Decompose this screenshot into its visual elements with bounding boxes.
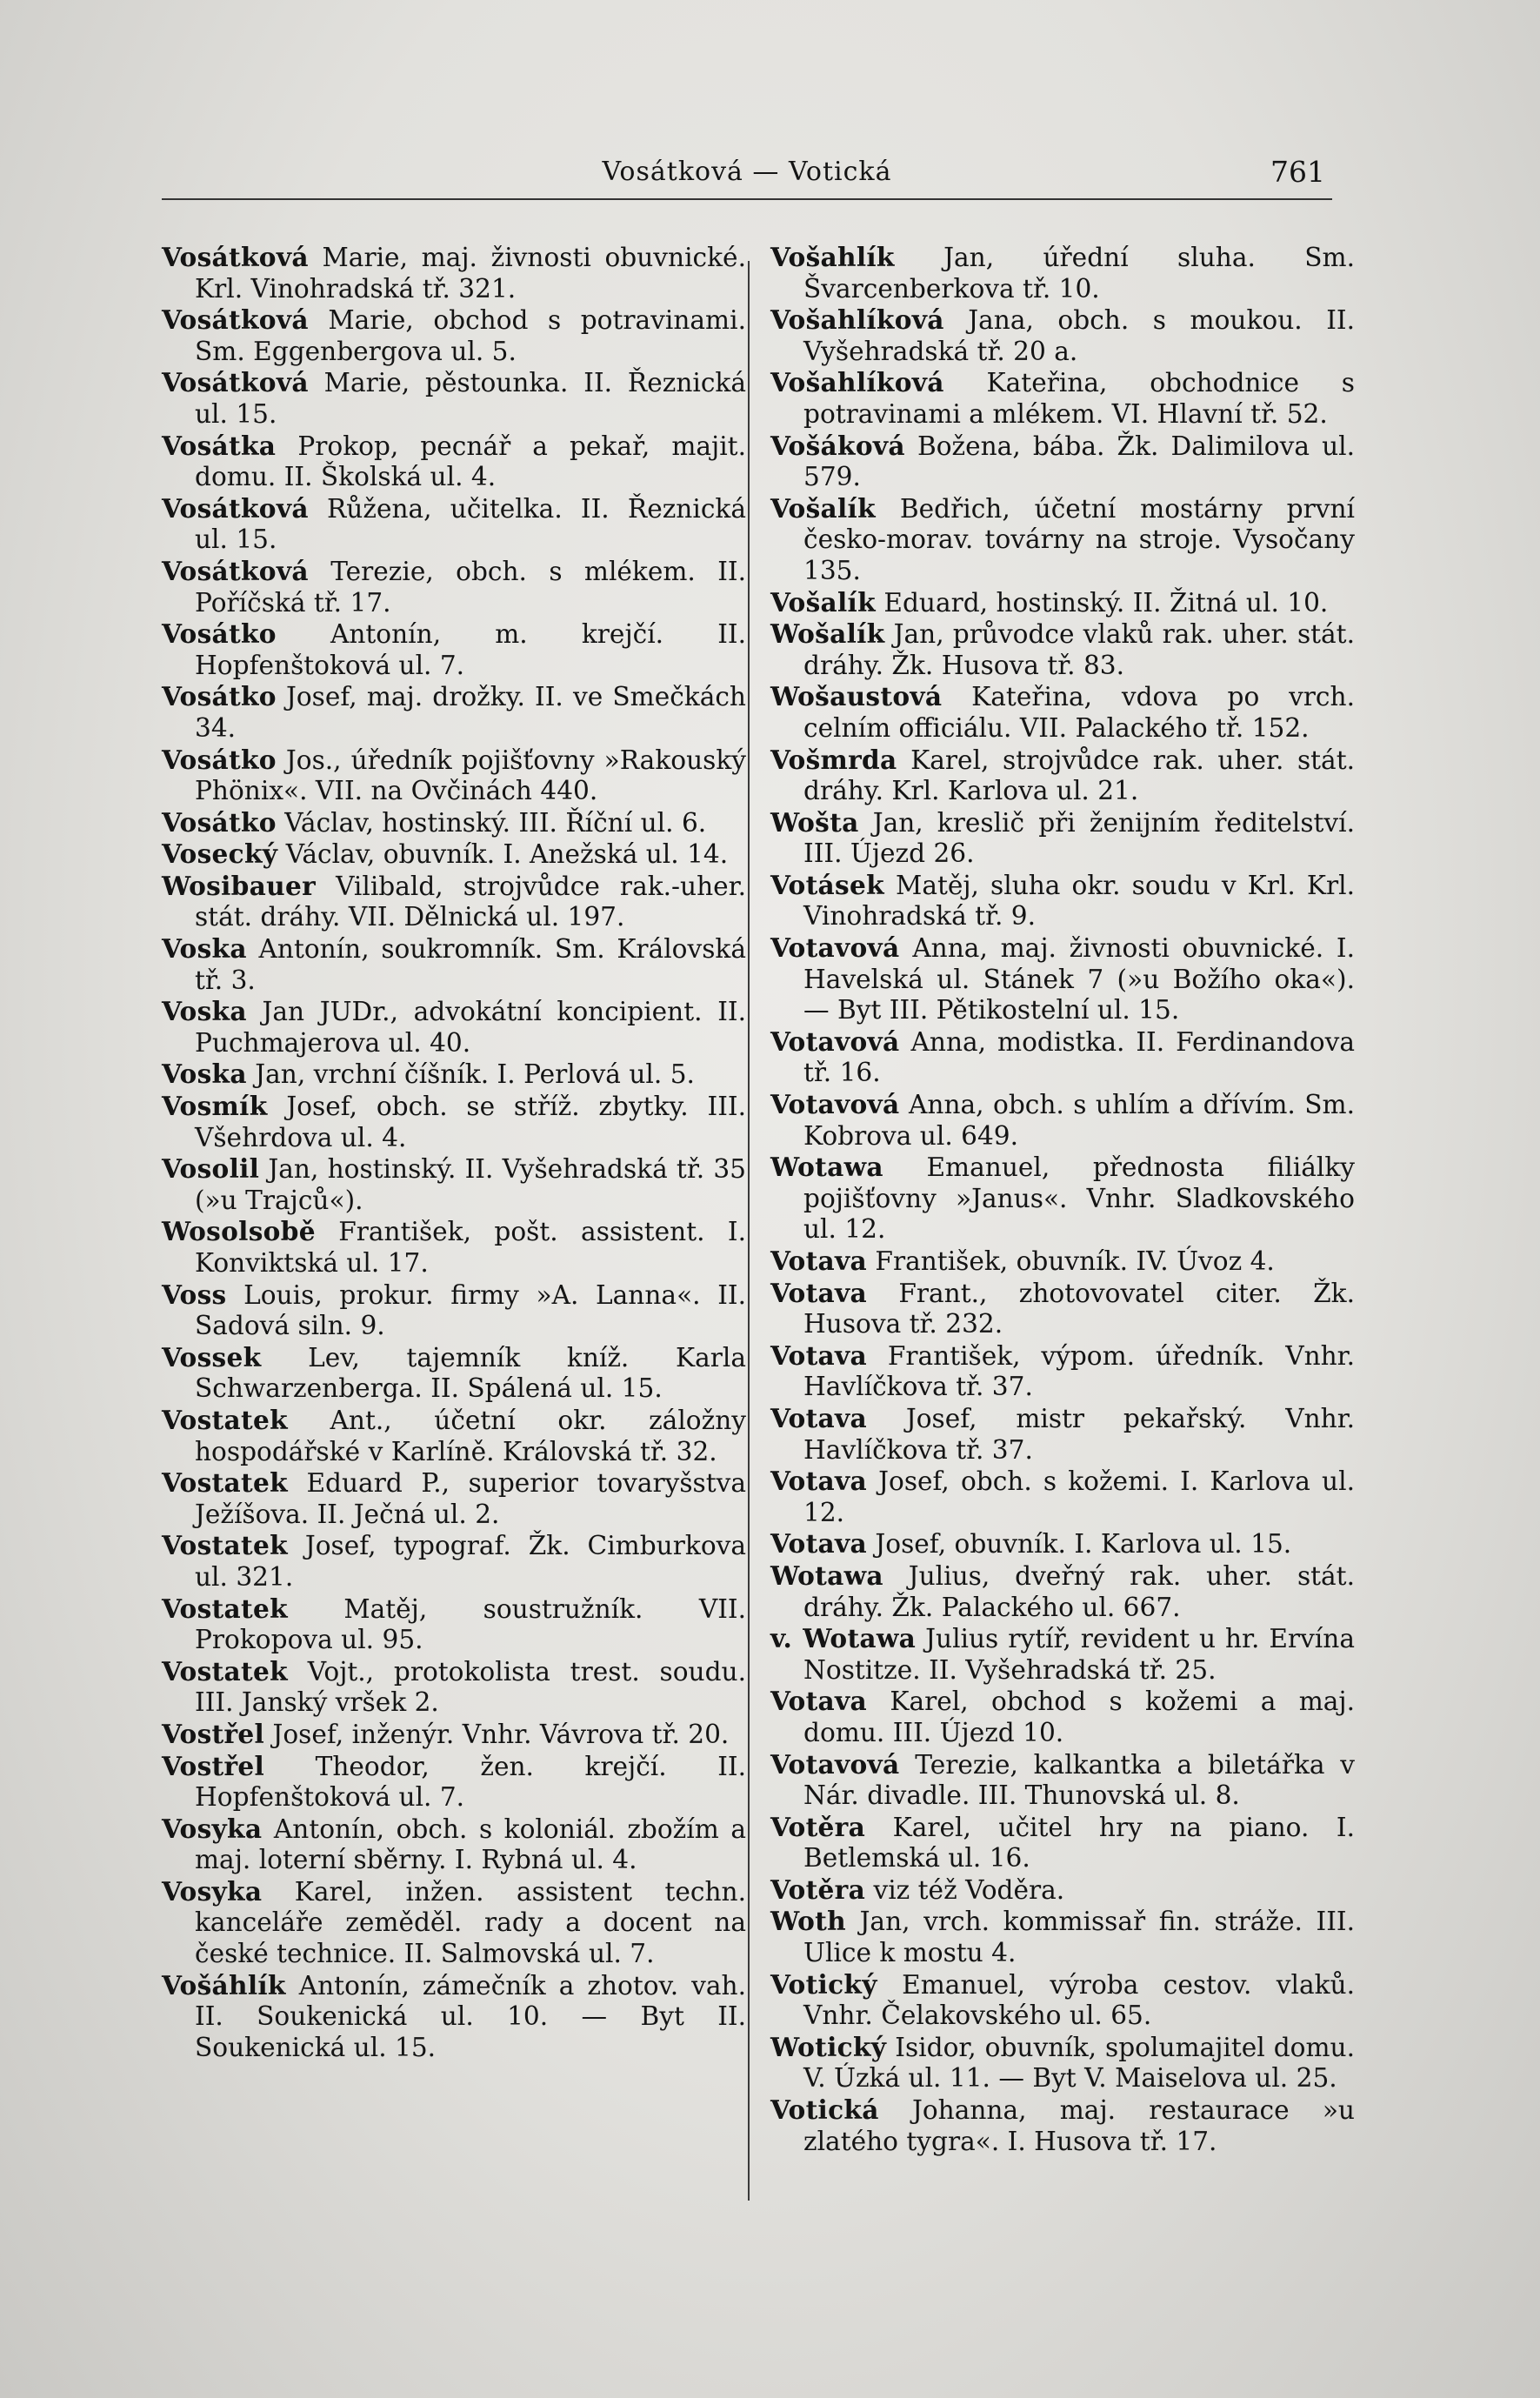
directory-entry bbox=[770, 2094, 1355, 2157]
entry-name: Vošáková bbox=[770, 430, 905, 461]
entry-details: Jana, obch. s moukou. II. Vyšehradská tř. 20 a. bbox=[803, 305, 1355, 366]
directory-entry bbox=[162, 681, 746, 744]
entry-details: Josef, mistr pekařský. Vnhr. Havlíčkova tř. 37. bbox=[803, 1403, 1355, 1465]
entry-name: Wosolsobě bbox=[162, 1216, 316, 1247]
directory-entry bbox=[162, 807, 746, 839]
directory-entry bbox=[162, 1467, 746, 1530]
directory-entry bbox=[770, 1528, 1355, 1560]
directory-entry bbox=[770, 1686, 1355, 1748]
entry-name: Vosátková bbox=[162, 242, 309, 272]
directory-entry bbox=[770, 1623, 1355, 1686]
directory-entry bbox=[162, 431, 746, 493]
directory-entry bbox=[770, 1340, 1355, 1403]
entry-details: Julius, dveřný rak. uher. stát. dráhy. Žk. Palackého ul. 667. bbox=[803, 1560, 1355, 1622]
entry-details: Jan, průvodce vlaků rak. uher. stát. dráhy. Žk. Husova tř. 83. bbox=[803, 619, 1355, 680]
directory-entry bbox=[770, 1749, 1355, 1812]
entry-name: Wotawa bbox=[770, 1560, 883, 1591]
entry-name: Wosibauer bbox=[162, 870, 316, 901]
entry-details: Jan, kreslič při ženijním ředitelství. III. Újezd 26. bbox=[803, 807, 1355, 869]
directory-entry bbox=[770, 1874, 1355, 1907]
entry-name: Voska bbox=[162, 1059, 247, 1090]
entry-details: Eduard, hostinský. II. Žitná ul. 10. bbox=[883, 587, 1329, 618]
entry-name: Votava bbox=[770, 1528, 867, 1560]
entry-name: Vossek bbox=[162, 1341, 262, 1373]
directory-entry bbox=[162, 996, 746, 1059]
entry-details: Jan, vrchní číšník. I. Perlová ul. 5. bbox=[255, 1059, 695, 1090]
directory-entry bbox=[770, 493, 1355, 587]
entry-details: Julius rytíř, revident u hr. Ervína Nostitze. II. Vyšehradská tř. 25. bbox=[803, 1624, 1355, 1685]
entry-name: Vosátka bbox=[162, 430, 277, 461]
directory-entry bbox=[162, 1593, 746, 1656]
entry-details: Theodor, žen. krejčí. II. Hopfenštoková ul. 7. bbox=[195, 1751, 746, 1813]
entry-name: v. Wotawa bbox=[770, 1623, 917, 1654]
entry-name: Votavová bbox=[770, 1748, 900, 1780]
directory-entry bbox=[770, 304, 1355, 367]
directory-entry bbox=[162, 1405, 746, 1467]
entry-name: Vosátková bbox=[162, 367, 309, 398]
directory-entry bbox=[162, 838, 746, 871]
entry-name: Wošalík bbox=[770, 618, 885, 650]
entry-details: Louis, prokur. firmy »A. Lanna«. II. Sadová siln. 9. bbox=[195, 1279, 746, 1341]
entry-details: Karel, učitel hry na piano. I. Betlemská ul. 16. bbox=[803, 1812, 1355, 1874]
left-column bbox=[162, 242, 746, 2063]
entry-details: Karel, inžen. assistent techn. kanceláře zeměděl. rady a docent na české technice. II. Salmovská ul. 7. bbox=[195, 1876, 746, 1969]
entry-details: Václav, hostinský. III. Říční ul. 6. bbox=[284, 807, 707, 838]
entry-name: Woth bbox=[770, 1906, 846, 1937]
entry-details: Kateřina, obchodnice s potravinami a mlékem. VI. Hlavní tř. 52. bbox=[803, 368, 1355, 429]
directory-entry bbox=[162, 1216, 746, 1279]
directory-entry bbox=[162, 1342, 746, 1405]
entry-name: Votava bbox=[770, 1339, 867, 1371]
entry-name: Vošahlíková bbox=[770, 367, 944, 398]
entry-name: Vosolil bbox=[162, 1153, 260, 1185]
directory-entry bbox=[162, 1059, 746, 1091]
entry-details: Václav, obuvník. I. Anežská ul. 14. bbox=[285, 839, 729, 870]
entry-name: Vostřel bbox=[162, 1718, 265, 1749]
entry-details: František, obuvník. IV. Úvoz 4. bbox=[875, 1246, 1275, 1276]
directory-entry bbox=[770, 431, 1355, 493]
directory-entry bbox=[162, 1719, 746, 1751]
entry-name: Vosecký bbox=[162, 838, 278, 870]
entry-details: Růžena, učitelka. II. Řeznická ul. 15. bbox=[195, 493, 746, 555]
entry-name: Vošahlíková bbox=[770, 304, 944, 336]
entry-name: Votava bbox=[770, 1402, 867, 1433]
directory-entry bbox=[770, 587, 1355, 619]
directory-entry bbox=[770, 2032, 1355, 2094]
entry-name: Vošáhlík bbox=[162, 1969, 286, 2001]
directory-entry bbox=[770, 1560, 1355, 1623]
entry-details: Josef, obuvník. I. Karlova ul. 15. bbox=[875, 1529, 1292, 1560]
directory-entry bbox=[162, 493, 746, 556]
directory-entry bbox=[770, 1026, 1355, 1089]
entry-name: Vošahlík bbox=[770, 242, 895, 272]
entry-name: Vosyka bbox=[162, 1813, 263, 1844]
entry-name: Vosátko bbox=[162, 744, 277, 775]
entry-details: Emanuel, výroba cestov. vlaků. Vnhr. Čelakovského ul. 65. bbox=[803, 1969, 1355, 2031]
entry-name: Vosyka bbox=[162, 1875, 263, 1907]
entry-name: Votický bbox=[770, 1968, 877, 2000]
directory-entry bbox=[162, 618, 746, 681]
entry-name: Vosátková bbox=[162, 555, 309, 586]
entry-details: Antonín, zámečník a zhotov. vah. II. Soukenická ul. 10. — Byt II. Soukenická ul. 15. bbox=[195, 1970, 746, 2062]
directory-entry bbox=[770, 242, 1355, 304]
right-column bbox=[770, 242, 1355, 2157]
entry-name: Vostatek bbox=[162, 1404, 288, 1435]
entry-details: Vojt., protokolista trest. soudu. III. Janský vršek 2. bbox=[195, 1656, 746, 1718]
entry-details: Marie, pěstounka. II. Řeznická ul. 15. bbox=[195, 368, 746, 429]
directory-entry bbox=[162, 1153, 746, 1216]
entry-name: Votavová bbox=[770, 932, 900, 964]
directory-entry bbox=[770, 745, 1355, 807]
entry-details: Ant., účetní okr. záložny hospodářské v Karlíně. Královská tř. 32. bbox=[195, 1405, 746, 1466]
directory-entry bbox=[770, 1466, 1355, 1528]
entry-name: Vosátková bbox=[162, 492, 309, 524]
entry-name: Vosmík bbox=[162, 1091, 268, 1122]
directory-entry bbox=[162, 242, 746, 304]
directory-entry bbox=[770, 1812, 1355, 1874]
entry-name: Vostatek bbox=[162, 1593, 288, 1624]
directory-entry bbox=[770, 681, 1355, 744]
directory-entry bbox=[162, 1876, 746, 1970]
directory-entry bbox=[770, 932, 1355, 1026]
entry-name: Wošaustová bbox=[770, 681, 943, 712]
directory-entry bbox=[770, 1906, 1355, 1968]
directory-entry bbox=[770, 1969, 1355, 2032]
entry-details: Terezie, kalkantka a biletářka v Nár. divadle. III. Thunovská ul. 8. bbox=[803, 1749, 1355, 1811]
entry-name: Voska bbox=[162, 996, 247, 1027]
entry-details: Matěj, sluha okr. soudu v Krl. Krl. Vinohradská tř. 9. bbox=[803, 870, 1355, 932]
directory-entry bbox=[162, 1970, 746, 2064]
directory-entry bbox=[770, 618, 1355, 681]
entry-name: Votásek bbox=[770, 869, 884, 900]
entry-name: Vošmrda bbox=[770, 744, 897, 775]
entry-details: Marie, obchod s potravinami. Sm. Eggenbergova ul. 5. bbox=[195, 305, 746, 366]
entry-details: Antonín, obch. s koloniál. zbožím a maj. loterní sběrny. I. Rybná ul. 4. bbox=[195, 1814, 746, 1875]
entry-name: Votavová bbox=[770, 1089, 900, 1120]
directory-entry bbox=[162, 1751, 746, 1814]
entry-name: Votava bbox=[770, 1277, 867, 1308]
directory-entry bbox=[770, 1246, 1355, 1278]
directory-entry bbox=[770, 1403, 1355, 1466]
directory-entry bbox=[770, 1278, 1355, 1340]
entry-name: Vosátko bbox=[162, 806, 277, 838]
entry-details: Eduard P., superior tovaryšstva Ježíšova. II. Ječná ul. 2. bbox=[195, 1468, 746, 1529]
entry-details: Isidor, obuvník, spolumajitel domu. V. Úzká ul. 11. — Byt V. Maiselova ul. 25. bbox=[803, 2032, 1355, 2094]
entry-name: Vostřel bbox=[162, 1750, 265, 1781]
entry-details: Johanna, maj. restaurace »u zlatého tygra«. I. Husova tř. 17. bbox=[803, 2095, 1355, 2156]
directory-entry bbox=[162, 871, 746, 933]
entry-details: Jan, hostinský. II. Vyšehradská tř. 35 (»u Trajců«). bbox=[195, 1154, 746, 1215]
directory-entry bbox=[770, 1152, 1355, 1246]
directory-entry bbox=[162, 1814, 746, 1876]
directory-entry bbox=[162, 1530, 746, 1593]
entry-details: Josef, maj. drožky. II. ve Smečkách 34. bbox=[195, 682, 746, 743]
entry-name: Wotický bbox=[770, 2031, 887, 2062]
entry-name: Vostatek bbox=[162, 1530, 288, 1561]
entry-details: Anna, obch. s uhlím a dřívím. Sm. Kobrova ul. 649. bbox=[803, 1090, 1355, 1151]
directory-entry bbox=[770, 807, 1355, 870]
entry-details: Frant., zhotovovatel citer. Žk. Husova tř. 232. bbox=[803, 1278, 1355, 1339]
entry-details: viz též Voděra. bbox=[873, 1874, 1065, 1905]
entry-details: Jan, úřední sluha. Sm. Švarcenberkova tř. 10. bbox=[803, 243, 1355, 304]
directory-entry bbox=[162, 1656, 746, 1719]
entry-details: Bedřich, účetní mostárny první česko-morav. továrny na stroje. Vysočany 135. bbox=[803, 493, 1355, 585]
directory-entry bbox=[162, 1279, 746, 1342]
entry-details: Karel, obchod s kožemi a maj. domu. III. Újezd 10. bbox=[803, 1687, 1355, 1747]
directory-entry bbox=[162, 1091, 746, 1153]
entry-details: Josef, typograf. Žk. Cimburkova ul. 321. bbox=[195, 1531, 746, 1592]
entry-details: Terezie, obch. s mlékem. II. Poříčská tř. 17. bbox=[195, 556, 746, 618]
directory-entry bbox=[162, 367, 746, 430]
entry-details: Vilibald, strojvůdce rak.-uher. stát. dráhy. VII. Dělnická ul. 197. bbox=[195, 871, 746, 932]
entry-details: František, pošt. assistent. I. Konviktská ul. 17. bbox=[195, 1217, 746, 1278]
entry-details: Jan JUDr., advokátní koncipient. II. Puchmajerova ul. 40. bbox=[195, 997, 746, 1058]
entry-details: Prokop, pecnář a pekař, majit. domu. II. Školská ul. 4. bbox=[195, 431, 746, 492]
entry-name: Votava bbox=[770, 1686, 867, 1717]
entry-details: Jan, vrch. kommissař fin. stráže. III. Ulice k mostu 4. bbox=[803, 1907, 1355, 1968]
entry-details: Josef, obch. se stříž. zbytky. III. Všehrdova ul. 4. bbox=[195, 1092, 746, 1152]
entry-name: Votava bbox=[770, 1246, 867, 1276]
directory-entry bbox=[770, 1089, 1355, 1152]
entry-name: Votěra bbox=[770, 1874, 866, 1905]
directory-entry bbox=[162, 933, 746, 996]
directory-entry bbox=[162, 556, 746, 618]
entry-details: Kateřina, vdova po vrch. celním officiálu. VII. Palackého tř. 152. bbox=[803, 682, 1355, 743]
entry-details: Josef, inženýr. Vnhr. Vávrova tř. 20. bbox=[272, 1719, 730, 1749]
entry-name: Votava bbox=[770, 1466, 867, 1497]
entry-details: František, výpom. úředník. Vnhr. Havlíčkova tř. 37. bbox=[803, 1340, 1355, 1402]
entry-details: Karel, strojvůdce rak. uher. stát. dráhy. Krl. Karlova ul. 21. bbox=[803, 745, 1355, 806]
entry-details: Jos., úředník pojišťovny »Rakouský Phönix«. VII. na Ovčinách 440. bbox=[195, 745, 746, 806]
entry-details: Božena, bába. Žk. Dalimilova ul. 579. bbox=[803, 431, 1355, 492]
entry-name: Vostatek bbox=[162, 1655, 288, 1687]
entry-details: Marie, maj. živnosti obuvnické. Krl. Vinohradská tř. 321. bbox=[195, 243, 746, 304]
entry-details: Emanuel, přednosta filiálky pojišťovny »Janus«. Vnhr. Sladkovského ul. 12. bbox=[803, 1152, 1355, 1245]
entry-name: Votická bbox=[770, 2094, 879, 2126]
page-title: Vosátková — Votická bbox=[602, 157, 892, 187]
entry-name: Vosátko bbox=[162, 681, 277, 712]
column-divider bbox=[748, 261, 750, 2201]
entry-details: Anna, modistka. II. Ferdinandova tř. 16. bbox=[803, 1026, 1355, 1088]
directory-entry bbox=[770, 367, 1355, 430]
entry-name: Voss bbox=[162, 1279, 227, 1310]
directory-entry bbox=[162, 304, 746, 367]
entry-name: Vošalík bbox=[770, 586, 876, 618]
entry-details: Antonín, soukromník. Sm. Královská tř. 3. bbox=[195, 934, 746, 995]
entry-name: Voska bbox=[162, 933, 247, 965]
directory-entry bbox=[770, 870, 1355, 932]
entry-name: Vošalík bbox=[770, 492, 876, 524]
entry-name: Wošta bbox=[770, 806, 859, 838]
entry-name: Wotawa bbox=[770, 1152, 883, 1183]
entry-details: Antonín, m. krejčí. II. Hopfenštoková ul. 7. bbox=[195, 619, 746, 680]
entry-name: Vosátková bbox=[162, 304, 309, 336]
entry-name: Vosátko bbox=[162, 618, 277, 650]
entry-name: Votěra bbox=[770, 1811, 866, 1842]
page-number: 761 bbox=[1270, 155, 1325, 189]
page-header bbox=[162, 153, 1332, 200]
directory-entry bbox=[162, 745, 746, 807]
entry-name: Votavová bbox=[770, 1025, 900, 1057]
entry-details: Lev, tajemník kníž. Karla Schwarzenberga. II. Spálená ul. 15. bbox=[195, 1342, 746, 1404]
entry-name: Vostatek bbox=[162, 1467, 288, 1499]
entry-details: Josef, obch. s kožemi. I. Karlova ul. 12. bbox=[803, 1466, 1355, 1527]
entry-details: Matěj, soustružník. VII. Prokopova ul. 95. bbox=[195, 1593, 746, 1655]
entry-details: Anna, maj. živnosti obuvnické. I. Havelská ul. Stánek 7 (»u Božího oka«). — Byt III. Pětikostelní ul. 15. bbox=[803, 933, 1355, 1025]
